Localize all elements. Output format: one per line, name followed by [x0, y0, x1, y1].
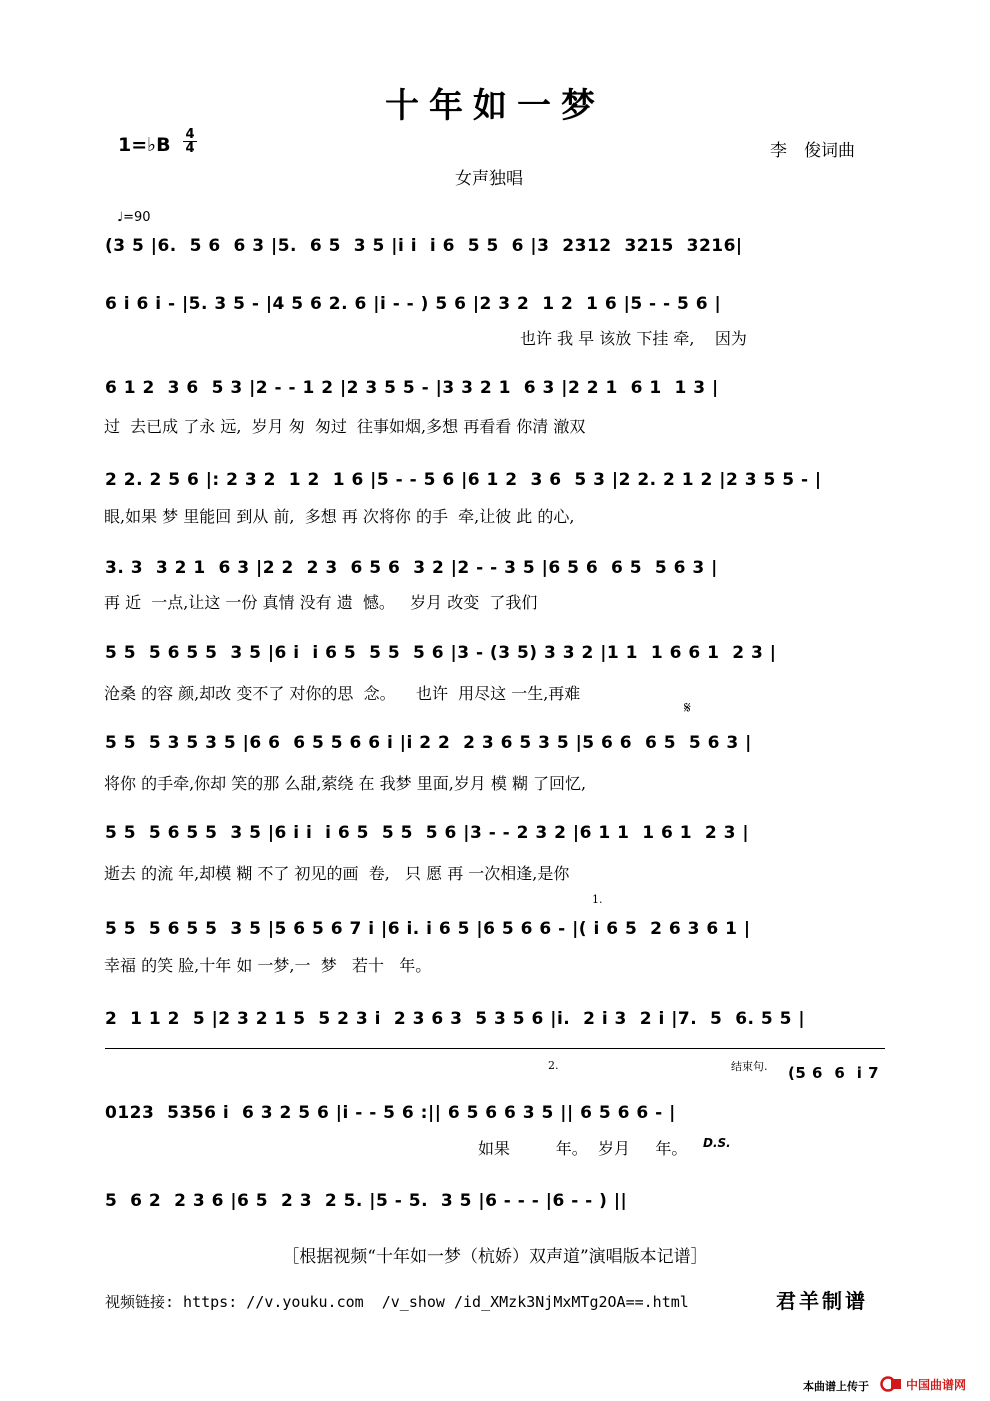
time-signature-bottom: 4 [183, 141, 197, 155]
tempo-marking: ♩=90 [117, 210, 151, 225]
notation-line-8: 5 5 5 6 5 5 3 5 |6 i i i 6 5 5 5 5 6 |3 - - 2 3 2 |6 1 1 1 6 1 2 3 | [105, 823, 750, 843]
key-signature: 1=♭B [118, 134, 171, 156]
notation-line-11: 0123 5356 i 6 3 2 5 6 |i - - 5 6 :|| 6 5 6 6 3 5 || 6 5 6 6 - | [105, 1103, 676, 1123]
notation-line-4: 2 2. 2 5 6 |: 2 3 2 1 2 1 6 |5 - - 5 6 |6 1 2 3 6 5 3 |2 2. 2 1 2 |2 3 5 5 - | [105, 470, 822, 490]
source-note: ［根据视频“十年如一梦（杭娇）双声道”演唱版本记谱］ [282, 1247, 708, 1267]
song-title: 十年如一梦 [385, 86, 605, 126]
notation-line-12: 5 6 2 2 3 6 |6 5 2 3 2 5. |5 - 5. 3 5 |6 - - - |6 - - ) || [105, 1191, 628, 1211]
lyric-line-5: 再 近 一点,让这 一份 真情 没有 遗 憾。 岁月 改变 了我们 [104, 593, 538, 612]
volta-2-label: 2. [548, 1059, 559, 1072]
notation-line-10: 2 1 1 2 5 |2 3 2 1 5 5 2 3 i 2 3 6 3 5 3 5 6 |i. 2 i 3 2 i |7. 5 6. 5 5 | [105, 1009, 806, 1029]
time-signature [183, 128, 197, 155]
lyric-line-9: 幸福 的笑 脸,十年 如 一梦,一 梦 若十 年。 [104, 956, 432, 975]
volta-1-label: 1. [592, 893, 603, 906]
site-name: 中国曲谱网 [906, 1378, 967, 1392]
lyric-line-7: 将你 的手牵,你却 笑的那 么甜,萦绕 在 我梦 里面,岁月 模 糊 了回忆, [104, 774, 587, 793]
ending-label: 结束句. [731, 1060, 768, 1073]
notation-line-7: 5 5 5 3 5 3 5 |6 6 6 5 5 6 6 i |i 2 2 2 3 6 5 3 5 |5 6 6 6 5 5 6 3 | [105, 733, 752, 753]
notation-line-1: (3 5 |6. 5 6 6 3 |5. 6 5 3 5 |i i i 6 5 5 6 |3 2312 3215 3216| [105, 236, 743, 256]
lyric-line-4: 眼,如果 梦 里能回 到从 前, 多想 再 次将你 的手 牵,让彼 此 的心, [104, 507, 575, 526]
voice-type: 女声独唱 [455, 169, 523, 189]
lyric-line-3: 过 去已成 了永 远, 岁月 匆 匆过 往事如烟,多想 再看看 你清 澈双 [104, 417, 586, 436]
notation-line-2: 6 i 6 i - |5. 3 5 - |4 5 6 2. 6 |i - - ) 5 6 |2 3 2 1 2 1 6 |5 - - 5 6 | [105, 294, 722, 314]
upload-note: 本曲谱上传于 [803, 1380, 869, 1393]
notation-line-5: 3. 3 3 2 1 6 3 |2 2 2 3 6 5 6 3 2 |2 - - 3 5 |6 5 6 6 5 5 6 3 | [105, 558, 718, 578]
ending-phrase: (5 6 6 i 7 [788, 1064, 880, 1082]
video-link: 视频链接: https: //v.youku.com /v_show /id_XMzk3NjMxMTg2OA==.html [105, 1293, 689, 1311]
time-signature-top: 4 [185, 127, 195, 142]
composer-credit: 李 俊词曲 [770, 141, 855, 161]
staff-divider [105, 1048, 885, 1049]
lyric-line-8: 逝去 的流 年,却模 糊 不了 初见的画 卷, 只 愿 再 一次相逢,是你 [104, 864, 570, 883]
notation-line-6: 5 5 5 6 5 5 3 5 |6 i i 6 5 5 5 5 6 |3 - (3 5) 3 3 2 |1 1 1 6 6 1 2 3 | [105, 643, 777, 663]
ds-marking: D.S. [703, 1136, 731, 1150]
lyric-line-2: 也许 我 早 该放 下挂 牵, 因为 [520, 329, 747, 348]
lyric-line-11: 如果 年。 岁月 年。 [478, 1139, 688, 1158]
notation-line-9: 5 5 5 6 5 5 3 5 |5 6 5 6 7 i |6 i. i 6 5 |6 5 6 6 - |( i 6 5 2 6 3 6 1 | [105, 919, 751, 939]
lyric-line-6: 沧桑 的容 颜,却改 变不了 对你的思 念。 也许 用尽这 一生,再难 [104, 684, 581, 703]
site-logo-icon [880, 1376, 904, 1396]
arranger-signature: 君羊制谱 [776, 1289, 868, 1313]
notation-line-3: 6 1 2 3 6 5 3 |2 - - 1 2 |2 3 5 5 - |3 3 2 1 6 3 |2 2 1 6 1 1 3 | [105, 378, 719, 398]
segno-sign: 𝄋 [684, 698, 691, 717]
